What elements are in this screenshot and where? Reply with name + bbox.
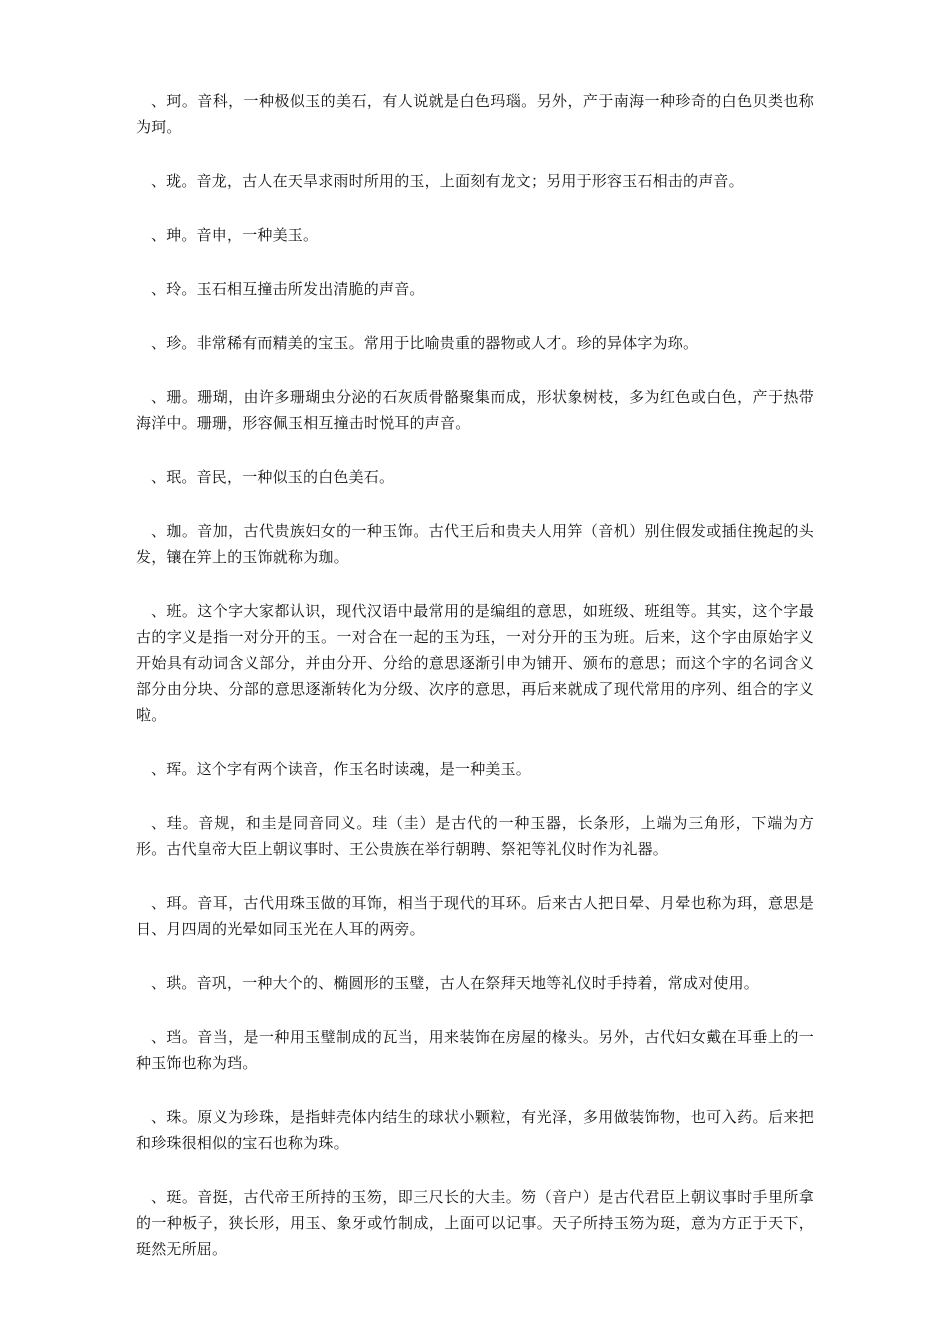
entry-ling: 、玲。玉石相互撞击所发出清脆的声音。 [151, 280, 425, 298]
entry-gong: 、珙。音巩，一种大个的、椭圆形的玉璧，古人在祭拜天地等礼仪时手持着，常成对使用。 [151, 974, 760, 992]
entry-ban: 、班。这个字大家都认识，现代汉语中最常用的是编组的意思，如班级、班组等。其实，这个字最古的字义是指一对分开的玉。一对合在一起的玉为珏，一对分开的玉为班。后来，这个字由原始字义开始具有动词含义部分，并由分开、分给的意思逐渐引申为铺开、颁布的意思；而这个字的名词含义部分由分块、分部的意思逐渐转化为分级、次序的意思，再后来就成了现代常用的序列、组合的字义啦。 [136, 602, 814, 724]
entry-gui: 、珪。音规，和圭是同音同义。珪（圭）是古代的一种玉器，长条形，上端为三角形，下端为方形。古代皇帝大臣上朝议事时、王公贵族在举行朝聘、祭祀等礼仪时作为礼器。 [136, 814, 814, 858]
entry-shen: 、珅。音申，一种美玉。 [151, 226, 319, 244]
entry-shan: 、珊。珊瑚，由许多珊瑚虫分泌的石灰质骨骼聚集而成，形状象树枝，多为红色或白色，产于热带海洋中。珊珊，形容佩玉相互撞击时悦耳的声音。 [136, 388, 814, 432]
entry-jia: 、珈。音加，古代贵族妇女的一种玉饰。古代王后和贵夫人用笄（音机）别住假发或插住挽起的头发，镶在笄上的玉饰就称为珈。 [136, 522, 814, 566]
entry-long: 、珑。音龙，古人在天旱求雨时所用的玉，上面刻有龙文；另用于形容玉石相击的声音。 [151, 172, 744, 190]
entry-zhen: 、珍。非常稀有而精美的宝玉。常用于比喻贵重的器物或人才。珍的异体字为珎。 [151, 334, 699, 352]
entry-ting: 、珽。音挺，古代帝王所持的玉笏，即三尺长的大圭。笏（音户）是古代君臣上朝议事时手里所拿的一种板子，狭长形，用玉、象牙或竹制成，上面可以记事。天子所持玉笏为珽，意为方正于天下，珽然无所屈。 [136, 1188, 814, 1258]
entry-er: 、珥。音耳，古代用珠玉做的耳饰，相当于现代的耳环。后来古人把日晕、月晕也称为珥，意思是日、月四周的光晕如同玉光在人耳的两旁。 [136, 894, 814, 938]
document-body [136, 88, 814, 1290]
entry-min: 、珉。音民，一种似玉的白色美石。 [151, 468, 395, 486]
entry-zhu: 、珠。原义为珍珠，是指蚌壳体内结生的球状小颗粒，有光泽，多用做装饰物，也可入药。后来把和珍珠很相似的宝石也称为珠。 [136, 1108, 814, 1152]
entry-ke: 、珂。音科，一种极似玉的美石，有人说就是白色玛瑙。另外，产于南海一种珍奇的白色贝类也称为珂。 [136, 92, 814, 136]
entry-dang: 、珰。音当，是一种用玉璧制成的瓦当，用来装饰在房屋的椽头。另外，古代妇女戴在耳垂上的一种玉饰也称为珰。 [136, 1028, 814, 1072]
entry-hun: 、珲。这个字有两个读音，作玉名时读魂，是一种美玉。 [151, 760, 532, 778]
